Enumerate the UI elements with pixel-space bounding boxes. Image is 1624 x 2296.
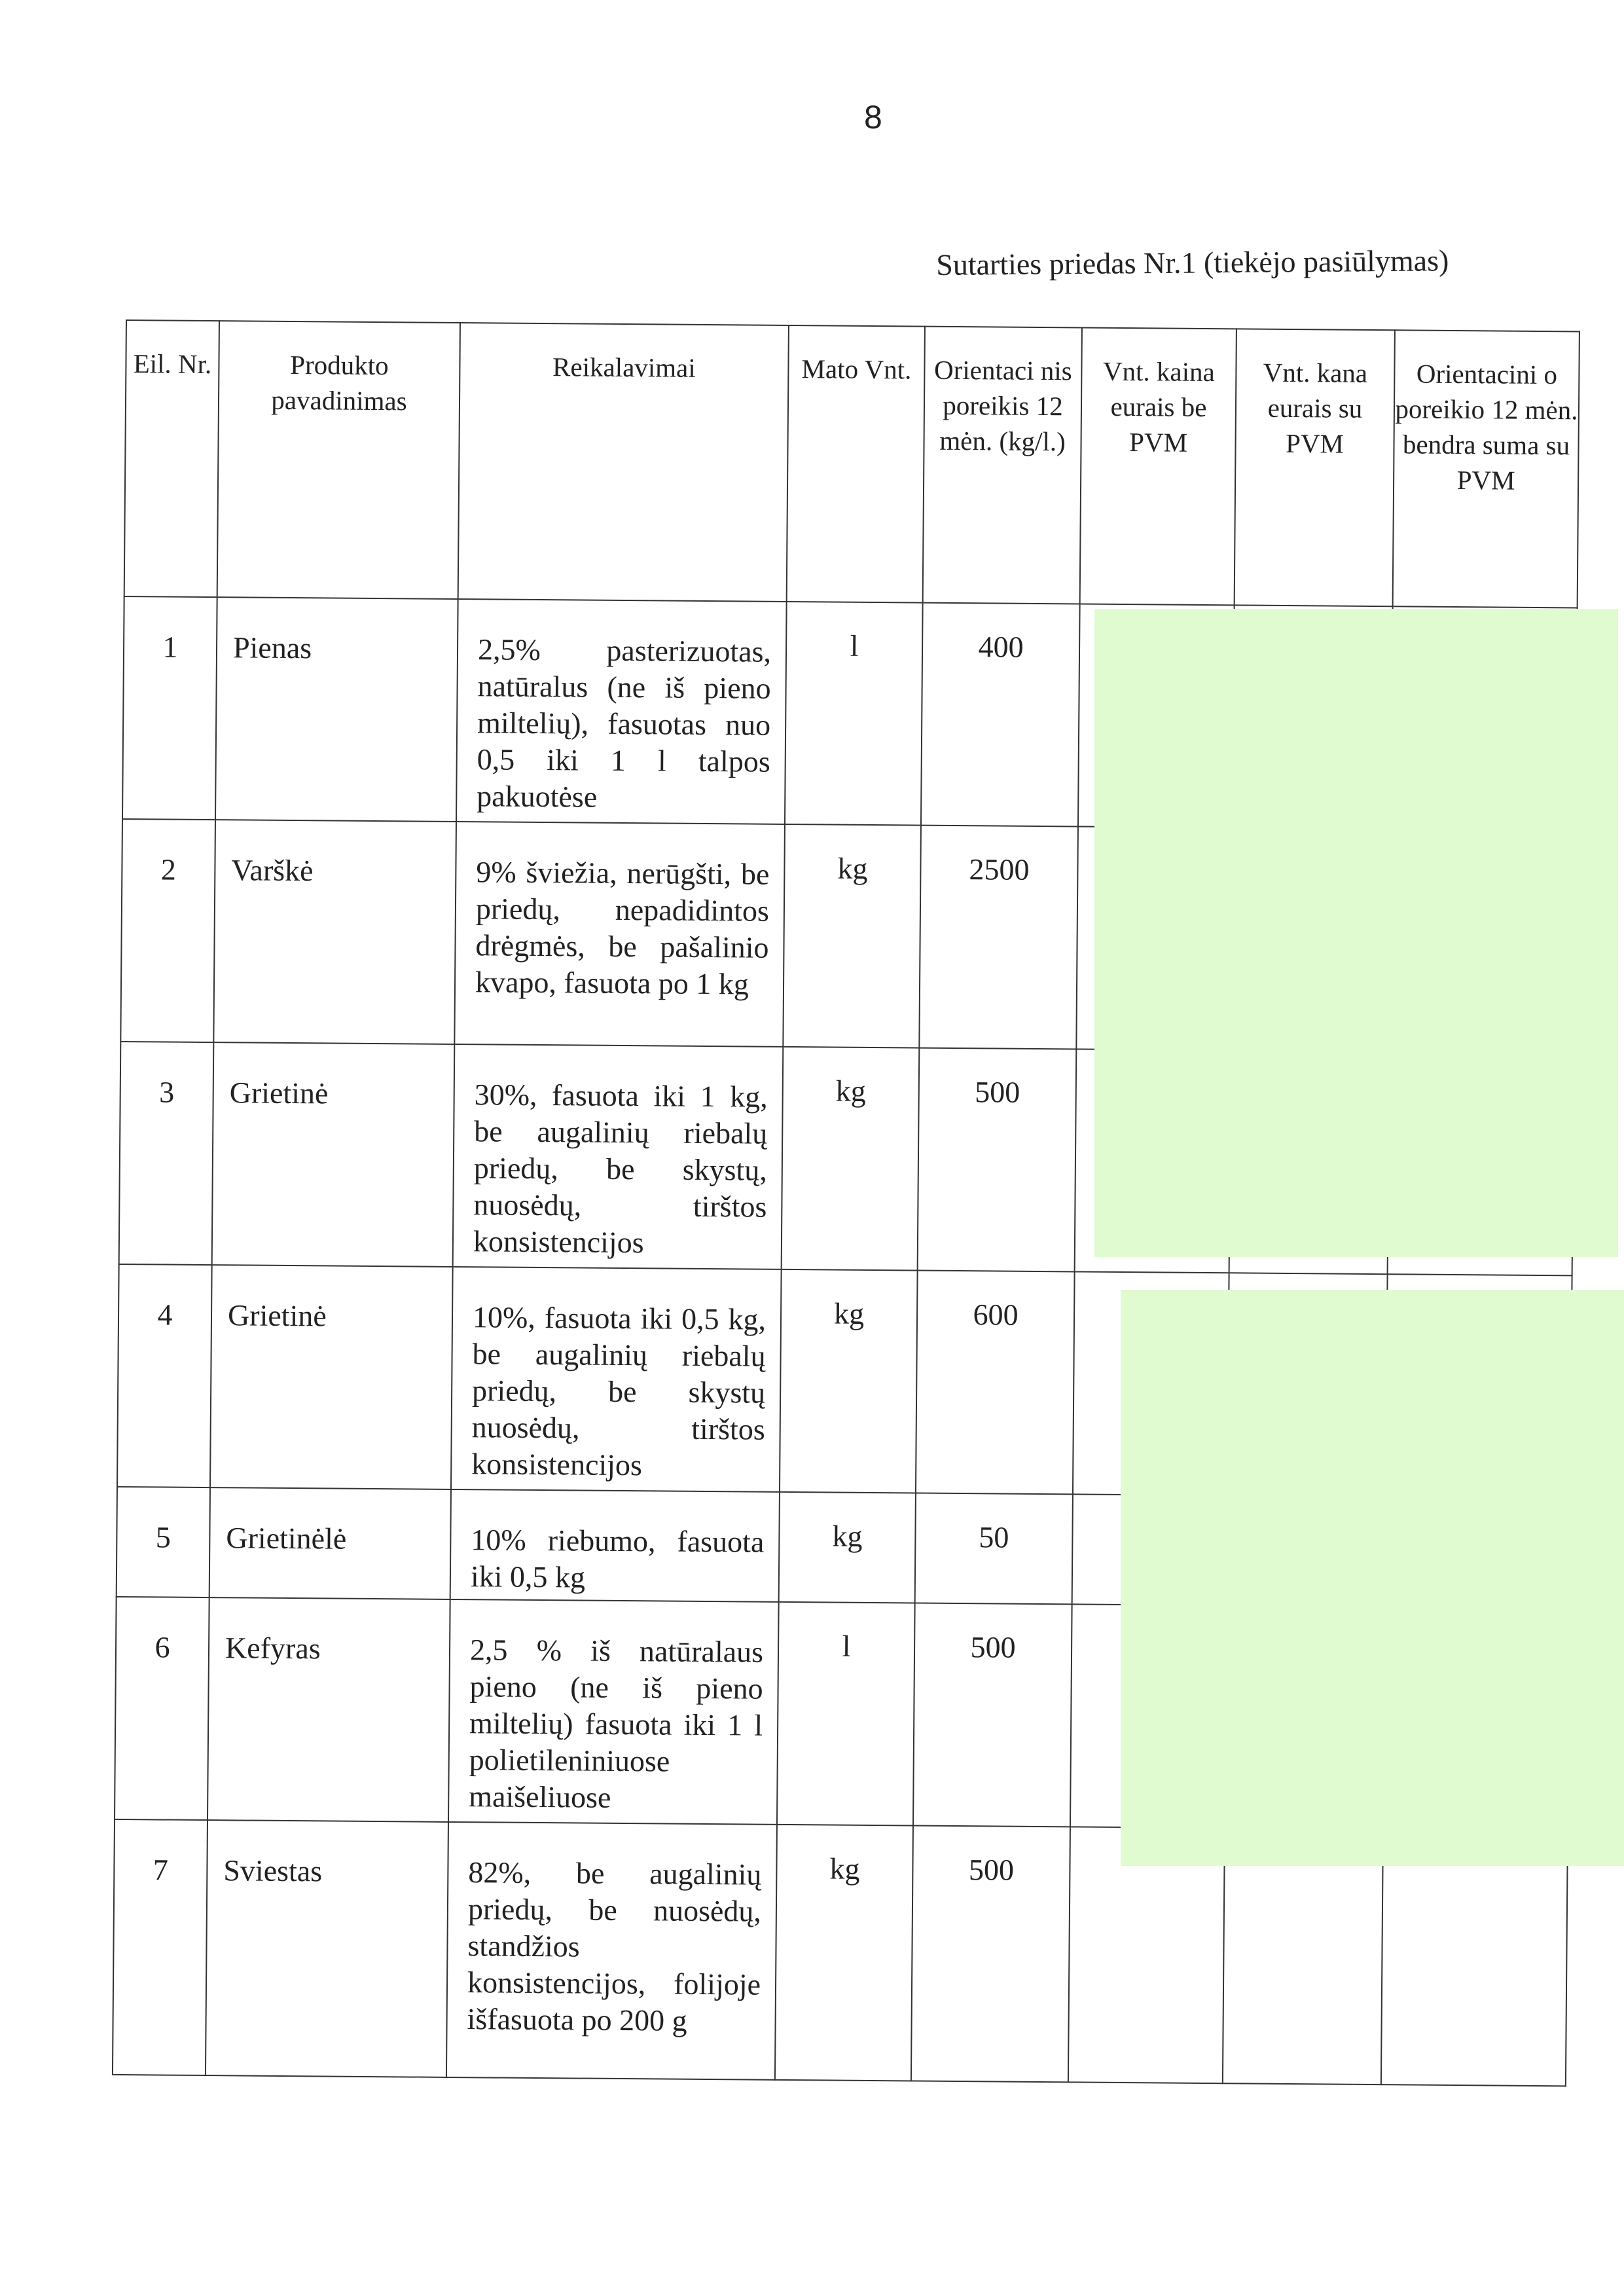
header-price-ex-vat: Vnt. kaina eurais be PVM	[1080, 327, 1236, 605]
header-requirements: Reikalavimai	[458, 323, 789, 602]
annex-title: Sutarties priedas Nr.1 (tiekėjo pasiūlymas)	[936, 244, 1449, 282]
annual-demand: 600	[916, 1271, 1075, 1495]
row-number: 2	[120, 819, 215, 1042]
row-number: 5	[117, 1487, 210, 1597]
unit-of-measure: kg	[783, 824, 921, 1048]
page-number: 8	[864, 99, 882, 136]
row-number: 7	[113, 1819, 208, 2075]
header-no: Eil. Nr.	[124, 320, 219, 597]
unit-of-measure: l	[777, 1602, 915, 1826]
unit-of-measure: kg	[782, 1047, 920, 1271]
header-row	[124, 320, 1579, 608]
row-number: 3	[119, 1042, 214, 1265]
product-name: Sviestas	[206, 1820, 448, 2077]
unit-of-measure: kg	[775, 1825, 913, 2081]
header-total: Orientacini o poreikio 12 mėn. bendra suma su PVM	[1393, 330, 1579, 608]
product-name: Grietinė	[212, 1042, 455, 1267]
product-name: Pienas	[215, 597, 458, 822]
product-requirements: 9% šviežia, nerūgšti, be priedų, nepadidintos drėgmės, be pašalinio kvapo, fasuota po 1 kg	[454, 822, 785, 1047]
product-requirements: 2,5 % iš natūralaus pieno (ne iš pieno miltelių) fasuota iki 1 l polietileniniuose maišeliuose	[448, 1599, 779, 1825]
unit-of-measure: kg	[780, 1269, 918, 1493]
annual-demand: 50	[915, 1493, 1073, 1605]
unit-of-measure: l	[785, 602, 923, 826]
row-number: 4	[117, 1264, 212, 1487]
annual-demand: 500	[913, 1603, 1072, 1827]
header-unit: Mato Vnt.	[787, 325, 925, 603]
annual-demand: 500	[918, 1048, 1077, 1272]
header-price-inc-vat: Vnt. kana eurais su PVM	[1235, 329, 1395, 606]
header-product-name: Produkto pavadinimas	[217, 321, 460, 599]
product-name: Varškė	[213, 820, 456, 1044]
unit-of-measure: kg	[779, 1492, 916, 1603]
product-requirements: 10%, fasuota iki 0,5 kg, be augalinių riebalų priedų, be skystų nuosėdų, tirštos konsistencijos	[451, 1267, 782, 1492]
total-cell	[1381, 1829, 1568, 2086]
row-number: 6	[115, 1597, 209, 1820]
annual-demand: 2500	[919, 826, 1078, 1049]
product-requirements: 2,5% pasterizuotas, natūralus (ne iš pieno miltelių), fasuotas nuo 0,5 iki 1 l talpos pakuotėse	[456, 599, 787, 824]
product-requirements: 10% riebumo, fasuota iki 0,5 kg	[450, 1489, 780, 1602]
row-number: 1	[122, 596, 217, 820]
product-name: Grietinė	[210, 1265, 453, 1489]
redaction-block-upper	[1094, 609, 1618, 1257]
price-inc-vat-cell	[1223, 1828, 1383, 2085]
product-name: Grietinėlė	[209, 1487, 451, 1599]
product-requirements: 82%, be augalinių priedų, be nuosėdų, standžios konsistencijos, folijoje išfasuota po 200 g	[446, 1822, 777, 2080]
redaction-block-lower	[1121, 1290, 1624, 1866]
product-name: Kefyras	[208, 1597, 450, 1822]
annual-demand: 500	[911, 1826, 1070, 2083]
header-demand: Orientaci nis poreikis 12 mėn. (kg/l.)	[923, 327, 1082, 604]
product-requirements: 30%, fasuota iki 1 kg, be augalinių riebalų priedų, be skystų, nuosėdų, tirštos konsistencijos	[453, 1044, 784, 1269]
annual-demand: 400	[921, 603, 1080, 827]
